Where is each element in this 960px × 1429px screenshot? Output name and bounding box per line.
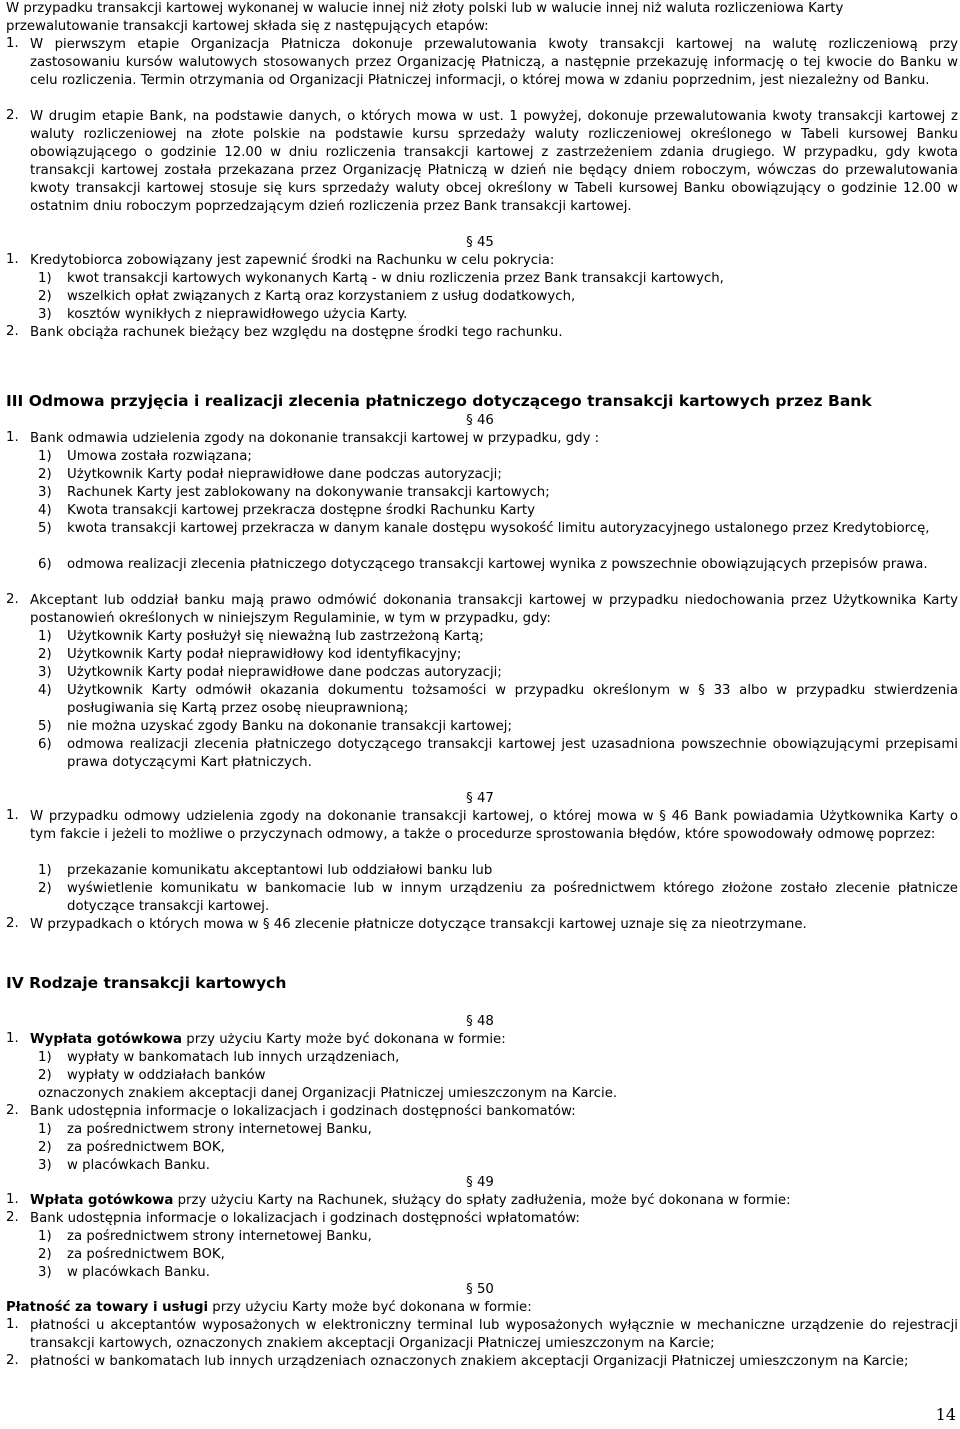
sub-item-text: w placówkach Banku.	[67, 1265, 210, 1280]
sub-item-number: 5)	[38, 521, 52, 536]
sub-item-number: 4)	[38, 503, 52, 518]
page-number: 14	[935, 1405, 956, 1424]
sub-item-text: w placówkach Banku.	[67, 1158, 210, 1173]
sub-item-number: 2)	[38, 647, 52, 662]
bold-term: Wypłata gotówkowa	[30, 1032, 183, 1047]
chapter-heading: III Odmowa przyjęcia i realizacji zlecenia płatniczego dotyczącego transakcji kartowych przez Bank	[6, 392, 872, 410]
sub-item-text: za pośrednictwem strony internetowej Banku,	[67, 1229, 372, 1244]
sub-item-number: 1)	[38, 1229, 52, 1244]
sub-item-text: kosztów wynikłych z nieprawidłowego użycia Karty.	[67, 307, 408, 322]
sub-item-number: 1)	[38, 271, 52, 286]
paragraph-text	[30, 1192, 958, 1210]
sub-item-number: 6)	[38, 557, 52, 572]
paragraph-text: Akceptant lub oddział banku mają prawo odmówić dokonania transakcji kartowej w przypadku niedochowania przez Użytkownika Karty postanowień określonych w niniejszym Regulaminie, w tym w przypadku, gdy:	[30, 593, 958, 626]
bold-term: Płatność za towary i usługi	[6, 1300, 209, 1315]
sub-item-text: za pośrednictwem strony internetowej Banku,	[67, 1122, 372, 1137]
paragraph-text	[30, 1031, 958, 1049]
paragraph-text: oznaczonych znakiem akceptacji danej Organizacji Płatniczej umieszczonym na Karcie.	[38, 1086, 618, 1101]
paragraph-text: W pierwszym etapie Organizacja Płatnicza dokonuje przewalutowania kwoty transakcji kartowej na walutę rozliczeniową przy zastosowaniu kursów walutowych stosowanych przez Organizację Płatniczą, a następnie przekazuję informację o tej kwocie do Banku w celu rozliczenia. Termin otrzymania od Organizacji Płatniczej informacji, o której mowa w zdaniu poprzednim, jest niezależny od Banku.	[30, 37, 958, 88]
sub-item-text: Użytkownik Karty podał nieprawidłowe dane podczas autoryzacji;	[67, 467, 502, 482]
sub-item-text: wszelkich opłat związanych z Kartą oraz korzystaniem z usług dodatkowych,	[67, 289, 576, 304]
sub-item-text: Umowa została rozwiązana;	[67, 449, 252, 464]
sub-item-number: 3)	[38, 1265, 52, 1280]
sub-item-text: odmowa realizacji zlecenia płatniczego dotyczącego transakcji kartowej jest uzasadniona powszechnie obowiązującymi przepisami prawa dotyczącymi Kart płatniczych.	[67, 737, 958, 770]
item-number: 2.	[6, 1103, 19, 1118]
paragraph-text	[6, 1299, 958, 1317]
paragraph-text: W drugim etapie Bank, na podstawie danych, o których mowa w ust. 1 powyżej, dokonuje przewalutowania kwoty transakcji kartowej z waluty rozliczeniowej na złote polskie na podstawie kursu sprzedaży waluty rozliczeniowej określonego w Tabeli kursowej Banku obowiązującego o godzinie 12.00 w dniu rozliczenia transakcji kartowej z zastrzeżeniem zdania drugiego. W przypadku, gdy kwota transakcji kartowej została przekazana przez Organizację Płatniczą w dzień nie będący dniem roboczym, wówczas do przewalutowania kwoty transakcji kartowej stosuje się kurs sprzedaży waluty obcej określony w Tabeli kursowej Banku obowiązujący o godzinie 12.00 w ostatnim dniu roboczym poprzedzającym dzień rozliczenia przez Bank transakcji kartowej.	[30, 109, 958, 214]
sub-item-number: 1)	[38, 449, 52, 464]
item-number: 1.	[6, 252, 19, 267]
sub-item-number: 1)	[38, 1050, 52, 1065]
item-number: 2.	[6, 324, 19, 339]
item-number: 1.	[6, 1192, 19, 1207]
paragraph-text: płatności w bankomatach lub innych urządzeniach oznaczonych znakiem akceptacji Organizacji Płatniczej umieszczonym na Karcie;	[30, 1354, 909, 1369]
sub-item-text: kwot transakcji kartowych wykonanych Kartą - w dniu rozliczenia przez Bank transakcji kartowych,	[67, 271, 724, 286]
sub-item-number: 1)	[38, 629, 52, 644]
paragraph-rest: przy użyciu Karty może być dokonana w formie:	[208, 1300, 532, 1315]
sub-item-number: 2)	[38, 289, 52, 304]
section-title: § 45	[466, 235, 494, 250]
sub-item-number: 2)	[38, 1247, 52, 1262]
paragraph-text: Bank odmawia udzielenia zgody na dokonanie transakcji kartowej w przypadku, gdy :	[30, 431, 600, 446]
section-title: § 49	[466, 1175, 494, 1190]
sub-item-number: 3)	[38, 485, 52, 500]
sub-item-number: 2)	[38, 1068, 52, 1083]
item-number: 2.	[6, 916, 19, 931]
item-number: 1.	[6, 808, 19, 823]
sub-item-text: Użytkownik Karty podał nieprawidłowe dane podczas autoryzacji;	[67, 665, 502, 680]
item-number: 1.	[6, 36, 19, 51]
intro-line-1: W przypadku transakcji kartowej wykonanej w walucie innej niż złoty polski lub w walucie innej niż waluta rozliczeniowa Karty	[6, 1, 844, 16]
paragraph-text: Bank udostępnia informacje o lokalizacjach i godzinach dostępności bankomatów:	[30, 1104, 576, 1119]
paragraph-rest: przy użyciu Karty na Rachunek, służący do spłaty zadłużenia, może być dokonana w formie:	[173, 1193, 791, 1208]
paragraph-rest: przy użyciu Karty może być dokonana w formie:	[182, 1032, 506, 1047]
section-title: § 50	[466, 1282, 494, 1297]
sub-item-text: Rachunek Karty jest zablokowany na dokonywanie transakcji kartowych;	[67, 485, 550, 500]
item-number: 1.	[6, 1031, 19, 1046]
item-number: 2.	[6, 1210, 19, 1225]
paragraph-text: Kredytobiorca zobowiązany jest zapewnić środki na Rachunku w celu pokrycia:	[30, 253, 555, 268]
sub-item-text: za pośrednictwem BOK,	[67, 1247, 225, 1262]
sub-item-number: 2)	[38, 467, 52, 482]
item-number: 2.	[6, 592, 19, 607]
sub-item-number: 1)	[38, 863, 52, 878]
sub-item-number: 3)	[38, 307, 52, 322]
sub-item-number: 6)	[38, 737, 52, 752]
sub-item-number: 1)	[38, 1122, 52, 1137]
sub-item-text: wypłaty w oddziałach banków	[67, 1068, 266, 1083]
bold-term: Wpłata gotówkowa	[30, 1193, 174, 1208]
sub-item-text: wyświetlenie komunikatu w bankomacie lub w innym urządzeniu za pośrednictwem którego złożone zostało zlecenie płatnicze dotyczące transakcji kartowej.	[67, 881, 958, 914]
sub-item-text: nie można uzyskać zgody Banku na dokonanie transakcji kartowej;	[67, 719, 512, 734]
paragraph-text: Bank udostępnia informacje o lokalizacjach i godzinach dostępności wpłatomatów:	[30, 1211, 580, 1226]
sub-item-text: przekazanie komunikatu akceptantowi lub oddziałowi banku lub	[67, 863, 493, 878]
sub-item-number: 2)	[38, 881, 52, 896]
sub-item-number: 4)	[38, 683, 52, 698]
paragraph-text: W przypadkach o których mowa w § 46 zlecenie płatnicze dotyczące transakcji kartowej uznaje się za nieotrzymane.	[30, 917, 807, 932]
item-number: 1.	[6, 430, 19, 445]
sub-item-text: kwota transakcji kartowej przekracza w danym kanale dostępu wysokość limitu autoryzacyjnego ustalonego przez Kredytobiorcę,	[67, 521, 930, 536]
sub-item-text: Użytkownik Karty podał nieprawidłowy kod identyfikacyjny;	[67, 647, 462, 662]
sub-item-text: wypłaty w bankomatach lub innych urządzeniach,	[67, 1050, 400, 1065]
sub-item-number: 2)	[38, 1140, 52, 1155]
item-number: 1.	[6, 1317, 19, 1332]
intro-line-2: przewalutowanie transakcji kartowej składa się z następujących etapów:	[6, 19, 489, 34]
sub-item-number: 5)	[38, 719, 52, 734]
sub-item-text: odmowa realizacji zlecenia płatniczego dotyczącego transakcji kartowej wynika z powszechnie obowiązujących przepisów prawa.	[67, 557, 928, 572]
sub-item-text: za pośrednictwem BOK,	[67, 1140, 225, 1155]
sub-item-number: 3)	[38, 1158, 52, 1173]
paragraph-text: płatności u akceptantów wyposażonych w elektroniczny terminal lub wyposażonych wyłącznie w mechaniczne urządzenie do rejestracji transakcji kartowych, oznaczonych znakiem akceptacji Organizacji Płatniczej umieszczonym na Karcie;	[30, 1318, 958, 1351]
item-number: 2.	[6, 1353, 19, 1368]
section-title: § 48	[466, 1014, 494, 1029]
paragraph-text: W przypadku odmowy udzielenia zgody na dokonanie transakcji kartowej, o której mowa w § 46 Bank powiadamia Użytkownika Karty o tym fakcie i jeżeli to możliwe o przyczynach odmowy, a także o procedurze sprostowania błędów, które spowodowały odmowę poprzez:	[30, 809, 958, 842]
paragraph-text: Bank obciąża rachunek bieżący bez względu na dostępne środki tego rachunku.	[30, 325, 563, 340]
chapter-heading: IV Rodzaje transakcji kartowych	[6, 974, 287, 992]
sub-item-text: Użytkownik Karty posłużył się nieważną lub zastrzeżoną Kartą;	[67, 629, 484, 644]
sub-item-number: 3)	[38, 665, 52, 680]
sub-item-text: Kwota transakcji kartowej przekracza dostępne środki Rachunku Karty	[67, 503, 536, 518]
item-number: 2.	[6, 108, 19, 123]
section-title: § 47	[466, 791, 494, 806]
sub-item-text: Użytkownik Karty odmówił okazania dokumentu tożsamości w przypadku określonym w § 33 albo w przypadku stwierdzenia posługiwania się Kartą przez osobę nieuprawnioną;	[67, 683, 958, 716]
section-title: § 46	[466, 413, 494, 428]
